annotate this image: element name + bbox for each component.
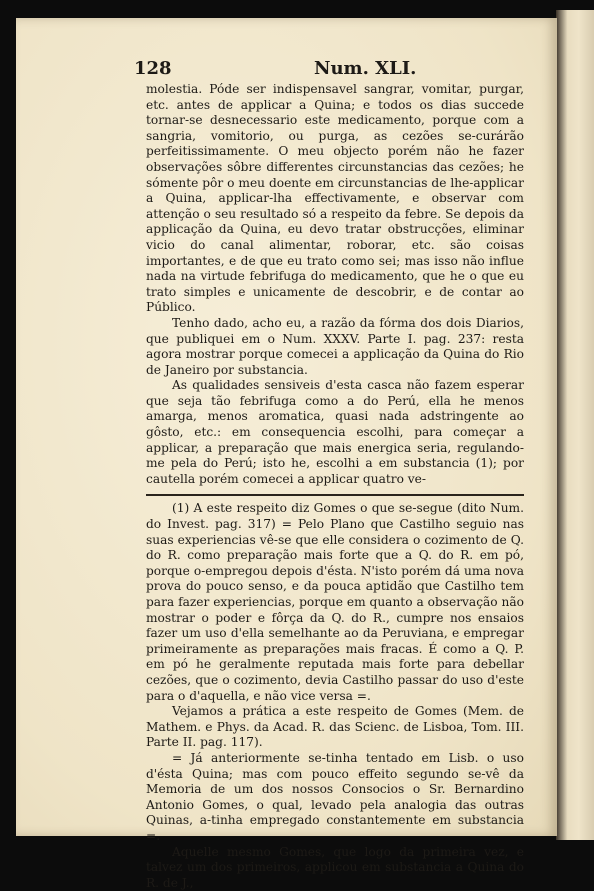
paragraph: As qualidades sensiveis d'esta casca não fazem esperar que seja tão febrifuga como a do Perú, ella he menos amarga, menos aromatica, quasi nada adstringente ao gôsto, etc.: em consequencia escolhi, para começar a applicar, a preparação que mais energica seria, regulando-me pela do Perú; isto he, escolhi a em substancia (1); por cautella porém comecei a applicar quatro ve- (146, 378, 524, 487)
issue-title: Num. XLI. (314, 58, 416, 79)
main-text (146, 82, 524, 891)
footnote-paragraph: Vejamos a prática a este respeito de Gomes (Mem. de Mathem. e Phys. da Acad. R. das Scienc. de Lisboa, Tom. III. Parte II. pag. 117). (146, 704, 524, 751)
next-page-edge (556, 10, 594, 840)
footnote-rule (146, 494, 524, 496)
footnote-paragraph: = Já anteriormente se-tinha tentado em Lisb. o uso d'ésta Quina; mas com pouco effeito segundo se-vê da Memoria de um dos nossos Consocios o Sr. Bernardino Antonio Gomes, o qual, levado pela analogia das outras Quinas, a-tinha empregado constantemente em substancia =. (146, 751, 524, 845)
footnote-paragraph: (1) A este respeito diz Gomes o que se-segue (dito Num. do Invest. pag. 317) = Pelo Plano que Castilho seguio nas suas experiencias vê-se que elle considera o cozimento de Q. do R. como preparação mais forte que a Q. do R. em pó, porque o-empregou depois d'ésta. N'isto porém dá uma nova prova do pouco senso, e da pouca aptidão que Castilho tem para fazer experiencias, porque em quanto a observação não mostrar o poder e fôrça da Q. do R., cumpre nos ensaios fazer um uso d'ella semelhante ao da Peruviana, e empregar primeiramente as preparações mais fracas. É como a Q. P. em pó he geralmente reputada mais forte para debellar cezões, que o cozimento, devia Castilho passar do uso d'este para o d'aquella, e não vice versa =. (146, 501, 524, 704)
book-page (16, 18, 557, 836)
running-header (16, 58, 557, 80)
footnote (146, 501, 524, 891)
paragraph: Tenho dado, acho eu, a razão da fórma dos dois Diarios, que publiquei em o Num. XXXV. Parte I. pag. 237: resta agora mostrar porque comecei a applicação da Quina do Rio de Janeiro por substancia. (146, 316, 524, 378)
paragraph: molestia. Póde ser indispensavel sangrar, vomitar, purgar, etc. antes de applicar a Quina; e todos os dias succede tornar-se desnecessario este medicamento, porque com a sangria, vomitorio, ou purga, as cezões se-curárão perfeitissimamente. O meu objecto porém não he fazer observações sôbre differentes circunstancias das cezões; he sómente pôr o meu doente em circunstancias de lhe-applicar a Quina, applicar-lha effectivamente, e observar com attenção o seu resultado só a respeito da febre. Se depois da applicação da Quina, eu devo tratar obstrucções, eliminar vicio do canal alimentar, roborar, etc. são coisas importantes, e de que eu trato como sei; mas isso não influe nada na virtude febrifuga do medicamento, que he o que eu trato simples e unicamente de descobrir, e de contar ao Público. (146, 82, 524, 316)
footnote-paragraph: Aquelle mesmo Gomes, que logo da primeira vez, e talvez um dos primeiros, applicou em substancia a Quina do R. de J., (146, 845, 524, 891)
page-number: 128 (134, 58, 172, 79)
